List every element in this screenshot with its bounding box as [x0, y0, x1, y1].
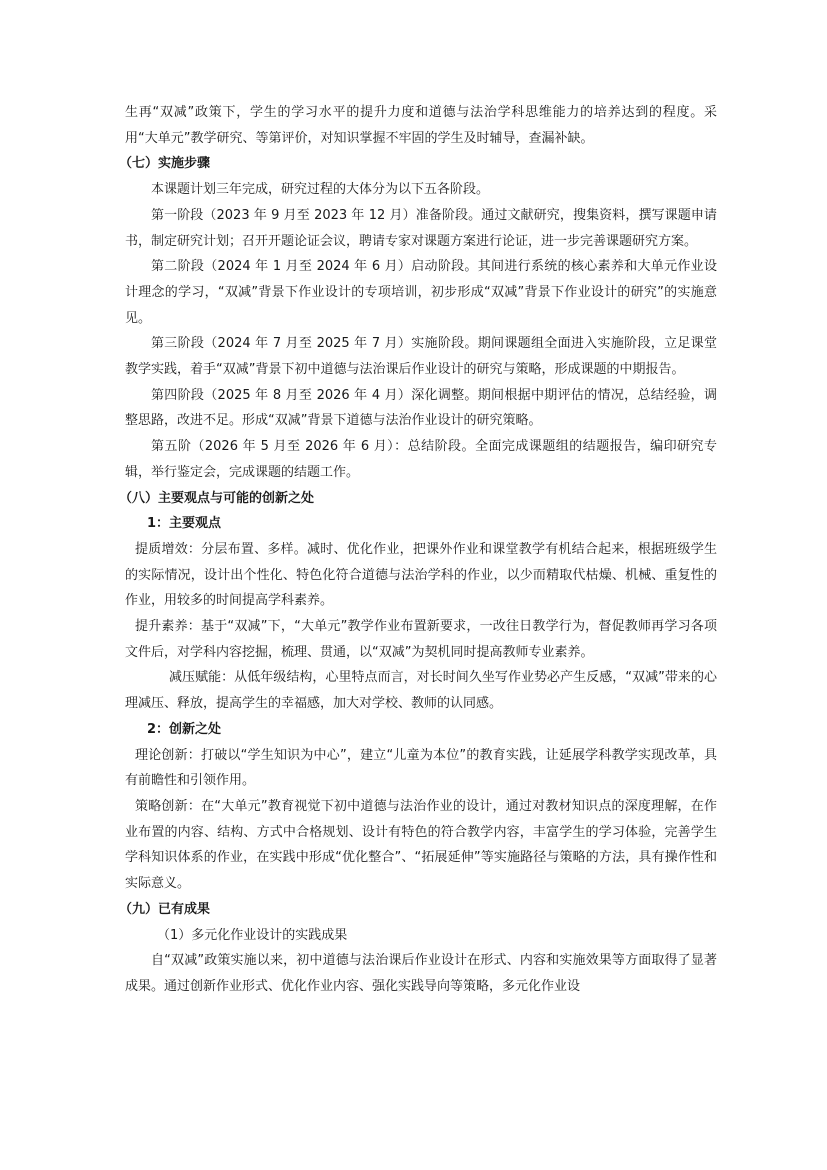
- paragraph: 策略创新：在“大单元”教育视觉下初中道德与法治作业的设计，通过对教材知识点的深度理解，在作业布置的内容、结构、方式中合格规划、设计有特色的符合教学内容，丰富学生的学习体验，完善学生学科知识体系的作业，在实践中形成“优化整合”、“拓展延伸”等实施路径与策略的方法，具有操作性和实际意义。: [125, 798, 717, 892]
- subsection-heading: 2：创新之处: [147, 721, 222, 737]
- paragraph: 理论创新：打破以“学生知识为中心”，建立“儿童为本位”的教育实践，让延展学科教学实现改革，具有前瞻性和引领作用。: [125, 747, 717, 789]
- paragraph: 第二阶段（2024 年 1 月至 2024 年 6 月）启动阶段。其间进行系统的核心素养和大单元作业设计理念的学习，“双减”背景下作业设计的专项培训，初步形成“双减”背景下作业设计的研究”的实施意见。: [125, 259, 717, 326]
- section-heading: （七）实施步骤: [119, 156, 211, 172]
- subsection-heading: （1）多元化作业设计的实践成果: [157, 927, 348, 943]
- paragraph: 自“双减”政策实施以来，初中道德与法治课后作业设计在形式、内容和实施效果等方面取得了显著成果。通过创新作业形式、优化作业内容、强化实践导向等策略，多元化作业设: [125, 953, 717, 994]
- paragraph: 减压赋能：从低年级结构，心里特点而言，对长时间久坐写作业势必产生反感，“双减”带来的心理减压、释放，提高学生的幸福感，加大对学校、教师的认同感。: [125, 670, 717, 712]
- paragraph: 第三阶段（2024 年 7 月至 2025 年 7 月）实施阶段。期间课题组全面进入实施阶段，立足课堂教学实践，着手“双减”背景下初中道德与法治课后作业设计的研究与策略，形成课题的中期报告。: [125, 336, 717, 378]
- section-heading: （九）已有成果: [119, 901, 211, 917]
- subsection-heading: 1：主要观点: [147, 516, 222, 532]
- paragraph: 第五阶（2026 年 5 月至 2026 年 6 月）：总结阶段。全面完成课题组的结题报告，编印研究专辑，举行鉴定会，完成课题的结题工作。: [125, 439, 717, 480]
- section-heading: （八）主要观点与可能的创新之处: [119, 490, 315, 506]
- paragraph: 第一阶段（2023 年 9 月至 2023 年 12 月）准备阶段。通过文献研究，搜集资料，撰写课题申请书，制定研究计划；召开开题论证会议，聘请专家对课题方案进行论证，进一步完善课题研究方案。: [125, 207, 717, 249]
- paragraph: 生再“双减”政策下，学生的学习水平的提升力度和道德与法治学科思维能力的培养达到的程度。采用“大单元”教学研究、等第评价，对知识掌握不牢固的学生及时辅导，查漏补缺。: [125, 105, 717, 146]
- paragraph: 本课题计划三年完成，研究过程的大体分为以下五各阶段。: [151, 182, 490, 198]
- paragraph: 第四阶段（2025 年 8 月至 2026 年 4 月）深化调整。期间根据中期评估的情况，总结经验，调整思路，改进不足。形成“双减”背景下道德与法治作业设计的研究策略。: [125, 387, 717, 429]
- document-body: [119, 100, 717, 1000]
- paragraph: 提质增效：分层布置、多样。减时、优化作业，把课外作业和课堂教学有机结合起来，根据班级学生的实际情况，设计出个性化、特色化符合道德与法治学科的作业，以少而精取代枯燥、机械、重复性的作业，用较多的时间提高学科素养。: [125, 541, 717, 609]
- paragraph: 提升素养：基于“双减”下，“大单元”教学作业布置新要求，一改往日教学行为，督促教师再学习各项文件后，对学科内容挖掘，梳理、贯通，以“双减”为契机同时提高教师专业素养。: [125, 619, 717, 660]
